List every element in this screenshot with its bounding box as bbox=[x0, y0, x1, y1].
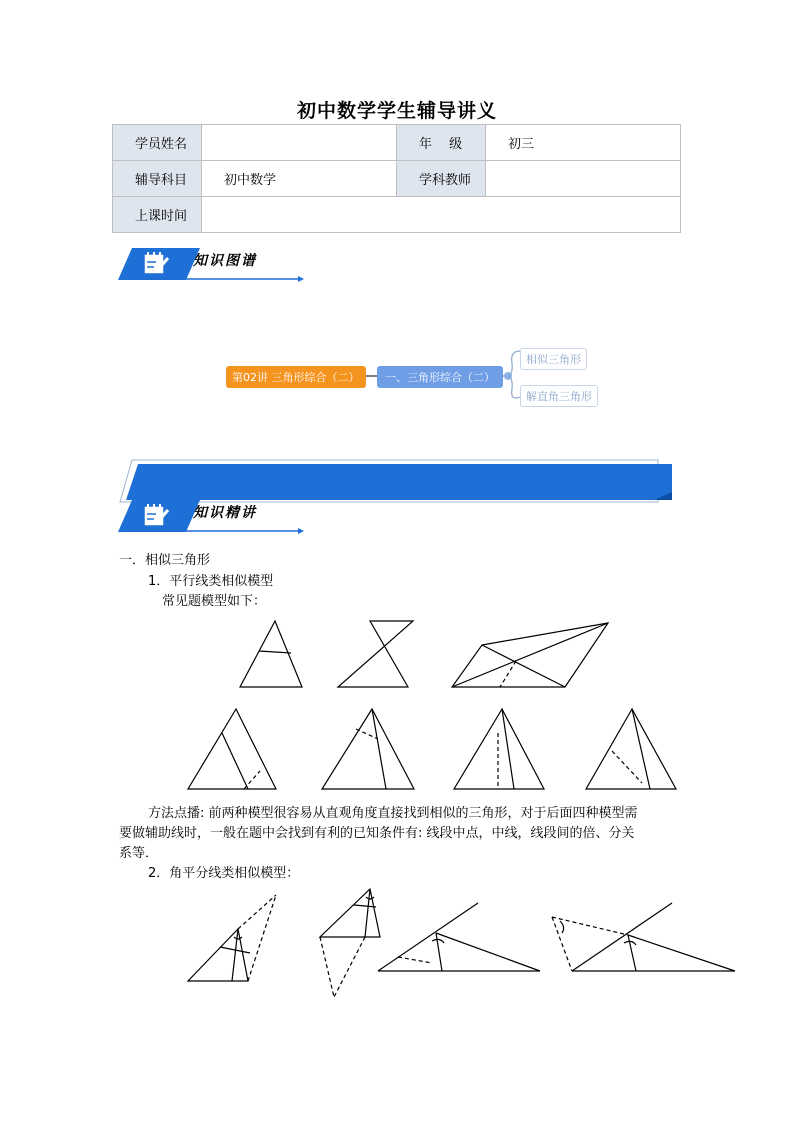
student-name-label: 学员姓名 bbox=[113, 125, 202, 161]
section-title-knowledge-map: 知识图谱 bbox=[193, 253, 257, 269]
mindmap-leaf-right-triangles: 解直角三角形 bbox=[520, 385, 598, 407]
parallel-model-figures-row1 bbox=[230, 615, 620, 695]
mindmap-branch: 一、三角形综合（二） bbox=[377, 366, 503, 388]
figure-bisector-4 bbox=[552, 903, 735, 971]
figure-quadrilateral-diagonals bbox=[452, 623, 608, 687]
class-time-value bbox=[202, 197, 681, 233]
figure-bisector-1 bbox=[188, 895, 276, 981]
mindmap-leaf-similar-triangles: 相似三角形 bbox=[520, 348, 587, 370]
grade-value: 初三 bbox=[486, 125, 681, 161]
class-time-label: 上课时间 bbox=[113, 197, 202, 233]
grade-label: 年 级 bbox=[397, 125, 486, 161]
figure-model-4 bbox=[322, 709, 414, 789]
figure-model-5 bbox=[454, 709, 544, 789]
figure-model-6 bbox=[586, 709, 676, 789]
figure-bisector-2 bbox=[320, 889, 380, 997]
intro-text: 常见题模型如下： bbox=[162, 594, 267, 609]
student-info-table bbox=[112, 124, 681, 233]
notepad-pencil-icon bbox=[144, 252, 168, 274]
method-text-line2: 要做辅助线时，一般在题中会找到有利的已知条件有: 线段中点，中线，线段间的倍、分关 bbox=[119, 826, 635, 841]
angle-bisector-figures bbox=[180, 883, 745, 1003]
figure-hourglass bbox=[338, 621, 413, 687]
student-name-value bbox=[202, 125, 397, 161]
page-title: 初中数学学生辅导讲义 bbox=[296, 100, 497, 122]
figure-model-3 bbox=[188, 709, 276, 789]
subject-value: 初中数学 bbox=[202, 161, 397, 197]
mindmap-root: 第02讲 三角形综合（二） bbox=[226, 366, 366, 388]
heading-similar-triangles: 一．相似三角形 bbox=[119, 553, 211, 568]
section-title-knowledge-lecture: 知识精讲 bbox=[193, 505, 257, 521]
parallel-model-figures-row2 bbox=[180, 703, 680, 798]
subheading-angle-bisector-model: 2．角平分线类相似模型： bbox=[148, 866, 300, 881]
notepad-pencil-icon bbox=[144, 504, 168, 526]
teacher-value bbox=[486, 161, 681, 197]
subheading-parallel-model: 1．平行线类相似模型 bbox=[148, 574, 274, 589]
method-text-line1: 方法点播: 前两种模型很容易从直观角度直接找到相似的三角形，对于后面四种模型需 bbox=[148, 806, 638, 821]
figure-triangle-parallel-line bbox=[240, 621, 302, 687]
teacher-label: 学科教师 bbox=[397, 161, 486, 197]
method-text-line3: 系等． bbox=[119, 846, 159, 861]
figure-bisector-3 bbox=[378, 903, 540, 971]
subject-label: 辅导科目 bbox=[113, 161, 202, 197]
